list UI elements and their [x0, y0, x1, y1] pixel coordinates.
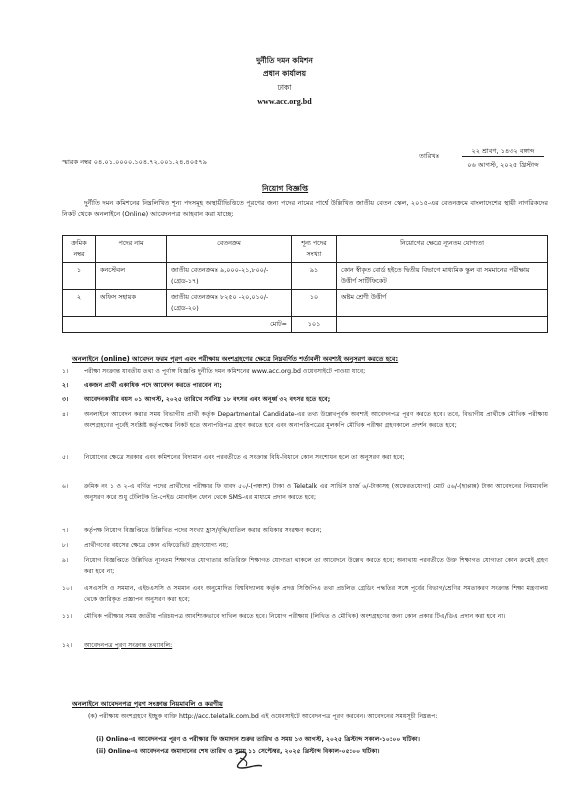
item-text: পরীক্ষা সংক্রান্ত যাবতীয় তথ্য ও পূর্ণাঙ্গ বিজ্ঞপ্তি দুর্নীতি দমন কমিশনের www.acc.org.bd ওয়েবসাইটে পাওয়া যাবে; [84, 368, 366, 375]
table-cell: অফিস সহায়ক [96, 290, 167, 317]
item-number: ৬। [62, 483, 69, 490]
item-number: ১০। [62, 585, 73, 592]
memo-number: স্মারক নম্বর ০৪.০১.০০০০.১০৪.৭২.০০১.২৪.৪০৫৭৯ [62, 158, 207, 166]
date-divider [462, 156, 544, 157]
application-start-time: (i) Online-এ আবেদনপত্র পূরণ ও পরীক্ষার ফি জমাদান শুরুর তারিখ ও সময় ১৩ আগস্ট, ২০২৫ খ্রিস্টাব্দ সকাল-১০:০০ ঘটিকা। [96, 736, 420, 743]
signature-mark [228, 748, 268, 774]
item-text: প্রার্থীগণের বয়সের ক্ষেত্রে কোন এফিডেভিট গ্রহণযোগ্য নয়; [84, 542, 229, 549]
application-end-time: (ii) Online-এ আবেদনপত্র জমাদানের শেষ তারিখ ও সময় ১১ সেপ্টেম্বর, ২০২৫ খ্রিস্টাব্দ বিকাল-০৫:০০ ঘটিকা। [96, 748, 380, 755]
item-number: ১। [62, 368, 69, 375]
table-cell: ১ [63, 263, 96, 290]
table-header: নিয়োগের ক্ষেত্রে ন্যূনতম যোগ্যতা [337, 236, 548, 263]
item-number: ৫। [62, 454, 69, 461]
item-text: নিয়োগের ক্ষেত্রে সরকার এবং কমিশনের বিদ্যমান এবং পরবর্তীতে এ সংক্রান্ত বিধি-বিধানে কোন সংশোধন হলে তা অনুসরণ করা হবে; [84, 454, 405, 461]
intro-paragraph: দুর্নীতি দমন কমিশনের নিম্নলিখিত শূন্য পদসমূহ অস্থায়ীভিত্তিতে পূরণের জন্য পদের নামের পার্শ্বে উল্লিখিত জাতীয় বেতন স্কেল, ২০১৫-এর বেতনক্রমে বাংলাদেশের স্থায়ী নাগরিকদের নিকট থেকে অনলাইনে (Online) আবেদনপত্র আহবান করা যাচ্ছে: [62, 199, 548, 219]
office-name: প্রধান কার্যালয় [263, 69, 306, 78]
table-header: ক্রমিক নম্বর [63, 236, 96, 263]
table-header-row [63, 236, 548, 263]
item-number: ১২। [62, 642, 73, 649]
item-text: মৌখিক পরীক্ষার সময় জাতীয় পরিচয়পত্র আবশ্যিকভাবে দাখিল করতে হবে। নিয়োগ পরীক্ষায় (লিখিত ও মৌখিক) অংশগ্রহণের জন্য কোন প্রকার টিএ/ডিএ প্রদান করা হবে না। [84, 613, 506, 620]
item-number: ২। [62, 382, 69, 389]
table-cell: ১০ [292, 290, 337, 317]
total-label: মোট= [63, 317, 292, 333]
table-cell: ২ [63, 290, 96, 317]
notice-title: নিয়োগ বিজ্ঞপ্তি [262, 184, 309, 193]
item-number: ৩। [62, 396, 69, 403]
org-name: দুর্নীতি দমন কমিশন [256, 56, 313, 65]
table-cell-empty [337, 317, 548, 333]
table-cell: ৯১ [292, 263, 337, 290]
item-text: কর্তৃপক্ষ নিয়োগ বিজ্ঞপ্তিতে উল্লিখিত পদের সংখ্যা হ্রাস/বৃদ্ধি/বাতিল করার অধিকার সংরক্ষণ করেন; [84, 527, 322, 534]
item-number: ৯। [62, 557, 69, 564]
item-number: ১১। [62, 613, 73, 620]
item-text: আবেদনপত্র পূরণ সংক্রান্ত তথ্যাবলি: [84, 642, 173, 649]
table-total-row [63, 317, 548, 333]
table-header: শূন্য পদের সংখ্যা [292, 236, 337, 263]
total-value: ১০১ [292, 317, 337, 333]
website-link[interactable]: www.acc.org.bd [257, 97, 312, 106]
item-text: একজন প্রার্থী একাধিক পদে আবেদন করতে পারবেন না; [84, 382, 222, 389]
table-cell: কনস্টেবল [96, 263, 167, 290]
online-conditions-heading: অনলাইনে (online) আবেদন ফরম পূরণ এবং পরীক্ষায় অংশগ্রহণের ক্ষেত্রে নিম্নবর্ণিত শর্তাবলী অবশ্যই অনুসরণ করতে হবে: [72, 355, 399, 363]
application-rules-heading: অনলাইনে আবেদনপত্র পূরণ সংক্রান্ত নিয়মাবলি ও করণীয় [72, 700, 223, 708]
table-row [63, 290, 548, 317]
item-text: ক্রমিক নং ১ ও ২-এ বর্ণিত পদের প্রার্থীদের পরীক্ষার ফি বাবদ ৫০/-(পঞ্চাশ) টাকা ও Teletalk এর সার্ভিস চার্জ ৬/-টাকাসহ (অফেরতযোগ্য) মোট ৫৬/-(ছাপ্পান্ন) টাকা আবেদনের নিয়মাবলি অনুসরণ করে শুধু টেলিটক প্রি-পেইড মোবাইল ফোন থেকে SMS-এর মাধ্যমে প্রদান করতে হবে; [84, 483, 548, 501]
table-header: পদের নাম [96, 236, 167, 263]
table-cell: জাতীয় বেতনক্রমঃ ৯,০০০-২১,৮০০/- (গ্রেড-১৭) [167, 263, 292, 290]
item-text: আবেদনকারীর বয়স ০১ আগস্ট, ২০২৫ তারিখে সর্বনিম্ন ১৮ বৎসর এবং অনূর্ধ্ব ৩২ বৎসর হতে হবে; [84, 396, 331, 403]
city-name: ঢাকা [277, 83, 292, 92]
date-english: ০৬ আগস্ট, ২০২৫ খ্রিস্টাব্দ [467, 161, 539, 169]
table-header: বেতনক্রম [167, 236, 292, 263]
item-text: এসএসসি ও সমমান, এইচএসসি ও সমমান এবং অনুমোদিত বিশ্ববিদ্যালয় কর্তৃক প্রদত্ত সিজিপিএ তথা প্রচলিত গ্রেডিং পদ্ধতির সঙ্গে পূর্বের বিভাগ/শ্রেণির সমতাকরণ সংক্রান্ত শিক্ষা মন্ত্রণালয় থেকে জারিকৃত প্রজ্ঞাপন অনুসরণ করা হবে; [84, 585, 548, 603]
table-cell: কোন স্বীকৃত বোর্ড হইতে দ্বিতীয় বিভাগে মাধ্যমিক স্কুল বা সমমানের পরীক্ষায় উত্তীর্ণ সার্টিফিকেট [337, 263, 548, 290]
date-bangla: ২২ শ্রাবণ, ১৪৩২ বঙ্গাব্দ [471, 147, 535, 155]
application-instruction: (ক) পরীক্ষায় অংশগ্রহণে ইচ্ছুক ব্যক্তি http://acc.teletalk.com.bd এই ওয়েবসাইটে আবেদনপত্র পূরণ করবেন। আবেদনের সময়সূচী নিম্নরূপ: [88, 713, 438, 720]
table-cell: অষ্টম শ্রেণী উত্তীর্ণ [337, 290, 548, 317]
item-number: ৪। [62, 411, 69, 418]
item-text: অনলাইনে আবেদন করার সময় বিভাগীয় প্রার্থী কর্তৃক Departmental Candidate-এর তথ্য উল্লেখপূর্বক অবশ্যই আবেদনপত্র পূরণ করতে হবে। তবে, বিভাগীয় প্রার্থীকে মৌখিক পরীক্ষায় অংশগ্রহণের পূর্বেই সংশ্লিষ্ট কর্তৃপক্ষের নিকট হতে অনাপত্তিপত্র গ্রহণ করতে হবে এবং অনাপত্তিপত্রের মূলকপি মৌখিক পরীক্ষা গ্রহণকালে প্রদর্শন করতে হবে; [84, 411, 548, 429]
date-label: তারিখঃ [419, 152, 440, 160]
table-cell: জাতীয় বেতনক্রমঃ ৮২৫০ -২০,০১০/- (গ্রেড-২০) [167, 290, 292, 317]
item-text: নিয়োগ বিজ্ঞপ্তিতে উল্লিখিত ন্যূনতম শিক্ষাগত যোগ্যতার অতিরিক্ত শিক্ষাগত যোগ্যতা থাকলে তা আবেদনে উল্লেখ করতে হবে; অন্যথায় পরবর্তীতে উক্ত শিক্ষাগত যোগ্যতা কোন ক্রমেই গ্রহণ করা হবে না; [84, 557, 548, 575]
item-number: ৭। [62, 527, 69, 534]
vacancy-table [62, 235, 548, 333]
table-row [63, 263, 548, 290]
item-number: ৮। [62, 542, 69, 549]
